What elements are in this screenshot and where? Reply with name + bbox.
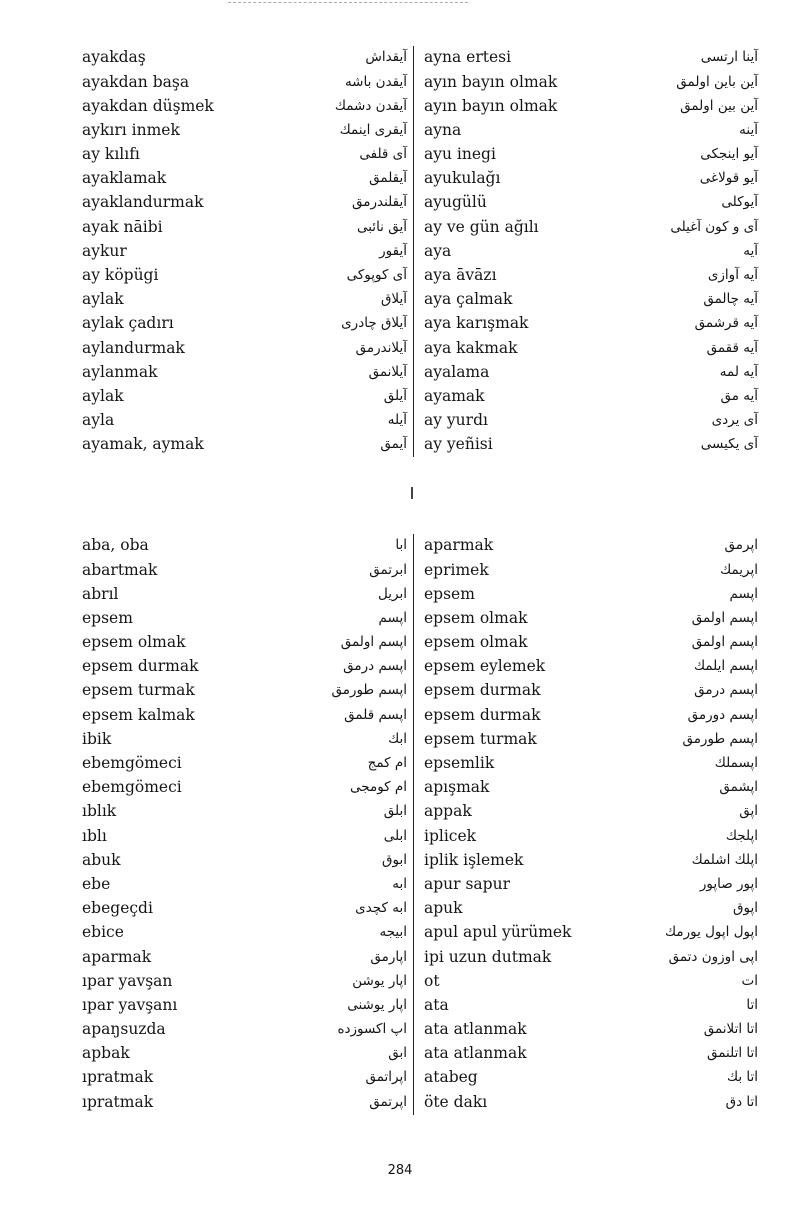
arabic-script-form: ابا [395,537,407,554]
arabic-script-form: ابرتمق [369,561,407,578]
left-column-entry [82,607,414,631]
arabic-script-form: آیه [743,242,758,259]
latin-headword: aya kakmak [424,338,518,357]
glossary-row [82,1018,758,1042]
arabic-script-form: آیقداش [365,49,407,66]
glossary-row [82,46,758,70]
arabic-script-form: اپسم دورمق [687,706,758,723]
arabic-script-form: اپریمك [720,561,758,578]
latin-headword: aykırı inmek [82,120,180,139]
latin-headword: ayugülü [424,193,487,212]
left-column-entry [82,1090,414,1114]
latin-headword: ayalama [424,362,490,381]
arabic-script-form: آیقدن باشه [344,73,407,90]
arabic-script-form: اپار یوشن [352,972,407,989]
arabic-script-form: آیقور [379,242,407,259]
latin-headword: abartmak [82,560,158,579]
latin-headword: ayla [82,411,115,430]
latin-headword: apul apul yürümek [424,923,572,942]
latin-headword: ay yurdı [424,411,488,430]
top-glossary-block [82,46,758,457]
left-column-entry [82,945,414,969]
glossary-row [82,752,758,776]
glossary-row [82,945,758,969]
left-column-entry [82,873,414,897]
arabic-script-form: اپی اوزون دتمق [668,948,758,965]
right-column-entry [414,264,758,288]
glossary-row [82,119,758,143]
arabic-script-form: اپسم اولمق [691,634,758,651]
glossary-row [82,800,758,824]
glossary-row [82,94,758,118]
left-column-entry [82,679,414,703]
latin-headword: apışmak [424,778,490,797]
glossary-row [82,191,758,215]
right-column-entry [414,679,758,703]
arabic-script-form: اپارمق [370,948,407,965]
latin-headword: ay ve gün ağılı [424,217,539,236]
left-column-entry [82,360,414,384]
left-column-entry [82,897,414,921]
right-column-entry [414,409,758,433]
latin-headword: epsem [424,584,475,603]
arabic-script-form: ابلق [383,803,407,820]
left-column-entry [82,994,414,1018]
arabic-script-form: ام کمج [367,755,407,772]
left-column-entry [82,264,414,288]
latin-headword: iplicek [424,826,477,845]
latin-headword: apur sapur [424,874,510,893]
right-column-entry [414,119,758,143]
latin-headword: epsem kalmak [82,705,195,724]
latin-headword: epsem turmak [82,681,195,700]
right-column-entry [414,873,758,897]
arabic-script-form: ابوق [382,851,407,868]
right-column-entry [414,824,758,848]
glossary-row [82,631,758,655]
left-column-entry [82,752,414,776]
latin-headword: ayamak [424,386,485,405]
latin-headword: abuk [82,850,121,869]
arabic-script-form: اپسم درمق [343,658,407,675]
right-column-entry [414,360,758,384]
latin-headword: ayaklamak [82,169,167,188]
latin-headword: aylanmak [82,362,158,381]
arabic-script-form: ام کومجی [350,779,407,796]
right-column-entry [414,94,758,118]
latin-headword: ata atlanmak [424,1020,527,1039]
arabic-script-form: ابه [392,875,407,892]
right-column-entry [414,969,758,993]
glossary-row [82,215,758,239]
page-number: 284 [387,1163,413,1178]
left-column-entry [82,191,414,215]
latin-headword: epsem durmak [424,705,541,724]
arabic-script-form: ابلی [383,827,407,844]
right-column-entry [414,631,758,655]
latin-headword: atabeg [424,1068,478,1087]
left-column-entry [82,776,414,800]
latin-headword: aparmak [82,947,152,966]
right-column-entry [414,607,758,631]
latin-headword: ipi uzun dutmak [424,947,552,966]
left-column-entry [82,824,414,848]
latin-headword: ebe [82,874,111,893]
glossary-row [82,969,758,993]
arabic-script-form: اپوق [733,900,758,917]
arabic-script-form: ابیجه [379,924,407,941]
right-column-entry [414,312,758,336]
glossary-row [82,582,758,606]
right-column-entry [414,1042,758,1066]
left-column-entry [82,969,414,993]
glossary-row [82,534,758,558]
arabic-script-form: آین باین اولمق [676,73,758,90]
glossary-row [82,385,758,409]
glossary-row [82,360,758,384]
latin-headword: epsem turmak [424,729,537,748]
arabic-script-form: آی یکیسی [700,436,758,453]
glossary-row [82,433,758,457]
glossary-row [82,336,758,360]
glossary-row [82,1042,758,1066]
arabic-script-form: اپور صاپور [699,875,758,892]
left-column-entry [82,655,414,679]
right-column-entry [414,336,758,360]
latin-headword: aba, oba [82,536,149,555]
latin-headword: epsem durmak [424,681,541,700]
arabic-script-form: ات [741,972,758,989]
latin-headword: ayakdan düşmek [82,96,214,115]
latin-headword: ıpar yavşan [82,971,173,990]
latin-headword: epsem [82,608,133,627]
arabic-script-form: اپلجك [725,827,758,844]
arabic-script-form: آیه چالمق [703,291,758,308]
right-column-entry [414,240,758,264]
arabic-script-form: ابریل [378,585,407,602]
left-column-entry [82,119,414,143]
left-column-entry [82,921,414,945]
arabic-script-form: اپار یوشنی [347,996,407,1013]
right-column-entry [414,558,758,582]
arabic-script-form: اپسم طورمق [331,682,407,699]
left-column-entry [82,70,414,94]
glossary-row [82,897,758,921]
arabic-script-form: اپسم طورمق [682,730,758,747]
glossary-row [82,409,758,433]
glossary-row [82,994,758,1018]
left-column-entry [82,848,414,872]
glossary-row [82,240,758,264]
latin-headword: aylandurmak [82,338,185,357]
right-column-entry [414,143,758,167]
latin-headword: aylak [82,386,124,405]
left-column-entry [82,1042,414,1066]
arabic-script-form: ابك [388,730,407,747]
arabic-script-form: اپسم [729,585,758,602]
right-column-entry [414,728,758,752]
left-column-entry [82,94,414,118]
latin-headword: aylak [82,290,124,309]
right-column-entry [414,800,758,824]
right-column-entry [414,897,758,921]
latin-headword: ebice [82,923,124,942]
right-column-entry [414,994,758,1018]
right-column-entry [414,46,758,70]
arabic-script-form: آین بین اولمق [680,97,758,114]
arabic-script-form: اتا اتلانمق [703,1021,758,1038]
latin-headword: aya çalmak [424,290,513,309]
arabic-script-form: اپرمق [724,537,758,554]
glossary-row [82,776,758,800]
latin-headword: ayakdan başa [82,72,190,91]
arabic-script-form: اپراتمق [365,1069,407,1086]
latin-headword: ayak nāibi [82,217,163,236]
glossary-row [82,70,758,94]
latin-headword: ibik [82,729,112,748]
latin-headword: ıpratmak [82,1068,154,1087]
latin-headword: ot [424,971,440,990]
glossary-row [82,848,758,872]
left-column-entry [82,409,414,433]
glossary-row [82,873,758,897]
left-column-entry [82,385,414,409]
left-column-entry [82,167,414,191]
left-column-entry [82,215,414,239]
arabic-script-form: اپسم اولمق [340,634,407,651]
arabic-script-form: آیلاندرمق [355,339,407,356]
right-column-entry [414,945,758,969]
glossary-row [82,728,758,752]
arabic-script-form: آیو قولاغی [699,170,758,187]
arabic-script-form: آی کوپوکی [346,267,407,284]
arabic-script-form: آیلاق [380,291,407,308]
latin-headword: epsem olmak [82,633,186,652]
latin-headword: epsemlik [424,754,495,773]
latin-headword: ayamak, aymak [82,435,204,454]
arabic-script-form: آی یردی [711,412,758,429]
section-divider [411,487,413,499]
left-column-entry [82,1066,414,1090]
arabic-script-form: آی و کون آغیلی [670,218,758,235]
right-column-entry [414,433,758,457]
latin-headword: apaŋsuzda [82,1020,166,1039]
latin-headword: ıblı [82,826,107,845]
arabic-script-form: اپشمق [719,779,758,796]
latin-headword: ıpar yavşanı [82,995,178,1014]
latin-headword: ayu inegi [424,145,496,164]
left-column-entry [82,800,414,824]
right-column-entry [414,582,758,606]
arabic-script-form: ابق [388,1045,407,1062]
right-column-entry [414,1066,758,1090]
latin-headword: aya karışmak [424,314,529,333]
left-column-entry [82,534,414,558]
arabic-script-form: ابه کچدی [355,900,407,917]
arabic-script-form: اپسم قلمق [344,706,407,723]
latin-headword: ata atlanmak [424,1044,527,1063]
arabic-script-form: آیه آوازی [707,267,758,284]
latin-headword: abrıl [82,584,119,603]
right-column-entry [414,848,758,872]
right-column-entry [414,703,758,727]
arabic-script-form: اپسم ایلمك [694,658,758,675]
arabic-script-form: آیه لمه [719,363,758,380]
latin-headword: aya āvāzı [424,266,497,285]
latin-headword: öte dakı [424,1092,488,1111]
arabic-script-form: اپسم اولمق [691,609,758,626]
arabic-script-form: آیق نائبی [356,218,407,235]
arabic-script-form: آیلاق چادری [341,315,407,332]
latin-headword: ıpratmak [82,1092,154,1111]
right-column-entry [414,191,758,215]
glossary-row [82,143,758,167]
latin-headword: ata [424,995,449,1014]
arabic-script-form: آیه قرشمق [694,315,758,332]
latin-headword: aylak çadırı [82,314,174,333]
latin-headword: epsem olmak [424,608,528,627]
latin-headword: ay köpügi [82,266,159,285]
arabic-script-form: آی قلفی [359,146,407,163]
glossary-row [82,703,758,727]
arabic-script-form: آیقری اینمك [339,121,407,138]
latin-headword: epsem durmak [82,657,199,676]
arabic-script-form: آیلق [383,387,407,404]
left-column-entry [82,336,414,360]
arabic-script-form: اپسم [378,609,407,626]
glossary-row [82,607,758,631]
latin-headword: ayukulağı [424,169,501,188]
glossary-row [82,921,758,945]
latin-headword: ebemgömeci [82,754,182,773]
bottom-glossary-block [82,534,758,1115]
glossary-row [82,679,758,703]
glossary-row [82,288,758,312]
left-column-entry [82,288,414,312]
arabic-script-form: آیوکلی [721,194,758,211]
latin-headword: ayna ertesi [424,48,512,67]
latin-headword: ebegeçdi [82,899,153,918]
latin-headword: apuk [424,899,463,918]
latin-headword: ıblık [82,802,117,821]
arabic-script-form: آیه مق [720,387,758,404]
right-column-entry [414,215,758,239]
arabic-script-form: آیقلمق [369,170,407,187]
arabic-script-form: آیمق [380,436,407,453]
arabic-script-form: آیلانمق [368,363,407,380]
arabic-script-form: اپول اپول یورمك [664,924,758,941]
right-column-entry [414,752,758,776]
right-column-entry [414,534,758,558]
arabic-script-form: آیه ققمق [706,339,758,356]
latin-headword: ebemgömeci [82,778,182,797]
arabic-script-form: اتا اتلنمق [706,1045,758,1062]
arabic-script-form: اپسملك [714,755,758,772]
arabic-script-form: آیقلندرمق [352,194,407,211]
glossary-row [82,824,758,848]
arabic-script-form: آیو اینجکی [700,146,758,163]
left-column-entry [82,433,414,457]
latin-headword: ayın bayın olmak [424,96,558,115]
left-column-entry [82,240,414,264]
latin-headword: appak [424,802,472,821]
latin-headword: ayakdaş [82,48,146,67]
arabic-script-form: اپرتمق [369,1093,407,1110]
arabic-script-form: اپلك اشلمك [691,851,758,868]
glossary-row [82,655,758,679]
left-column-entry [82,703,414,727]
left-column-entry [82,558,414,582]
left-column-entry [82,143,414,167]
glossary-row [82,312,758,336]
left-column-entry [82,631,414,655]
latin-headword: ay yeñisi [424,435,493,454]
latin-headword: epsem eylemek [424,657,546,676]
right-column-entry [414,655,758,679]
left-column-entry [82,1018,414,1042]
glossary-row [82,167,758,191]
arabic-script-form: اتا بك [726,1069,758,1086]
glossary-row [82,558,758,582]
left-column-entry [82,728,414,752]
arabic-script-form: اتا دق [725,1093,758,1110]
right-column-entry [414,167,758,191]
arabic-script-form: آینه [739,121,758,138]
right-column-entry [414,1090,758,1114]
left-column-entry [82,312,414,336]
latin-headword: eprimek [424,560,489,579]
right-column-entry [414,288,758,312]
right-column-entry [414,776,758,800]
latin-headword: ayna [424,120,462,139]
latin-headword: ayın bayın olmak [424,72,558,91]
top-rule [228,2,468,5]
latin-headword: ay kılıfı [82,145,140,164]
arabic-script-form: اپق [739,803,758,820]
arabic-script-form: آیقدن دشمك [334,97,407,114]
left-column-entry [82,582,414,606]
latin-headword: aparmak [424,536,494,555]
glossary-row [82,264,758,288]
right-column-entry [414,1018,758,1042]
latin-headword: ayaklandurmak [82,193,204,212]
right-column-entry [414,70,758,94]
latin-headword: iplik işlemek [424,850,524,869]
latin-headword: apbak [82,1044,130,1063]
right-column-entry [414,385,758,409]
latin-headword: epsem olmak [424,633,528,652]
latin-headword: aykur [82,241,127,260]
latin-headword: aya [424,241,452,260]
arabic-script-form: اتا [746,996,758,1013]
left-column-entry [82,46,414,70]
arabic-script-form: اپسم درمق [694,682,758,699]
glossary-row [82,1066,758,1090]
arabic-script-form: اپ اکسوزده [337,1021,407,1038]
arabic-script-form: آینا ارتسی [700,49,758,66]
glossary-row [82,1090,758,1114]
right-column-entry [414,921,758,945]
arabic-script-form: آیله [387,412,407,429]
